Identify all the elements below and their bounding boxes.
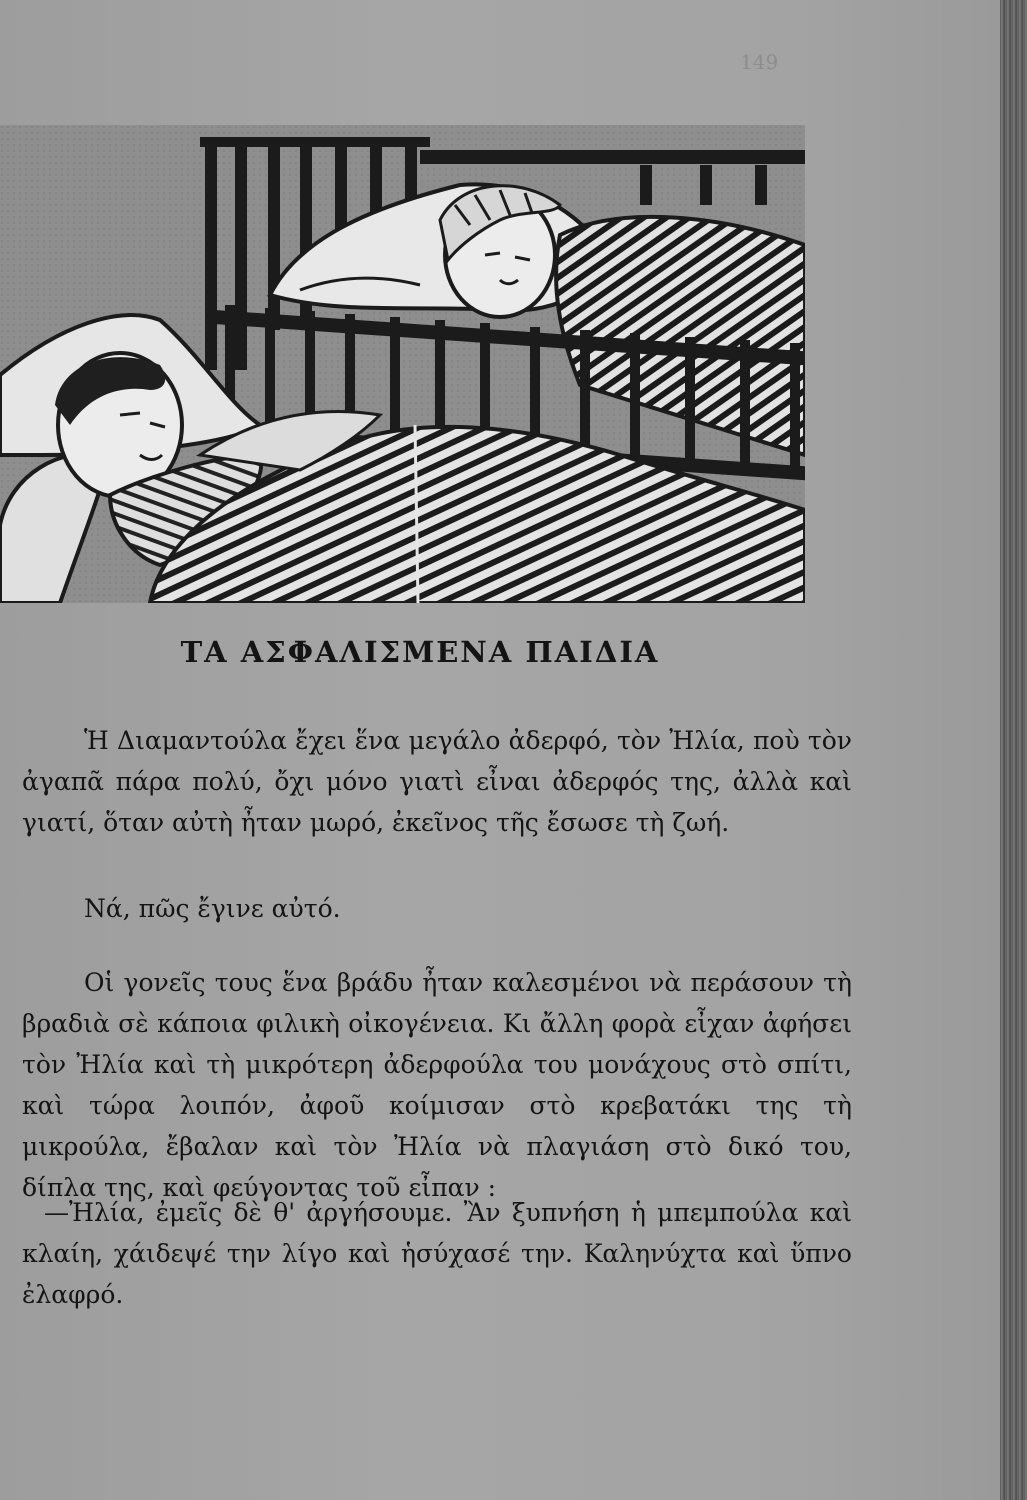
paragraph-4-dialogue: —Ἠλία, ἐμεῖς δὲ θ' ἀργήσουμε. Ἂν ξυπνήση ἡ μπεμπούλα καὶ κλαίη, χάιδεψέ την λίγο καὶ ἡσύχασέ την. Καληνύχτα καὶ ὕπνο ἐλαφρό. xyxy=(22,1198,852,1309)
story-title: ΤΑ ΑΣΦΑΛΙΣΜΕΝΑ ΠΑΙΔΙΑ xyxy=(180,635,660,669)
woodcut-illustration-sleeping-children xyxy=(0,125,805,603)
page-number: 149 xyxy=(740,50,779,74)
paragraph-1: Ἡ Διαμαντούλα ἔχει ἕνα μεγάλο ἀδερφό, τὸν Ἠλία, ποὺ τὸν ἀγαπᾶ πάρα πολύ, ὄχι μόνο γιατὶ εἶναι ἀδερφός της, ἀλλὰ καὶ γιατί, ὅταν αὐτὴ ἦταν μωρό, ἐκεῖνος τῆς ἔσωσε τὴ ζωή. xyxy=(22,726,852,837)
paragraph-2: Νά, πῶς ἔγινε αὐτό. xyxy=(84,894,341,923)
paragraph-3: Οἱ γονεῖς τους ἕνα βράδυ ἦταν καλεσμένοι νὰ περάσουν τὴ βραδιὰ σὲ κάποια φιλικὴ οἰκογένεια. Κι ἄλλη φορὰ εἶχαν ἀφήσει τὸν Ἠλία καὶ τὴ μικρότερη ἀδερφούλα του μονάχους στὸ σπίτι, καὶ τώρα λοιπόν, ἀφοῦ κοίμισαν στὸ κρεβατάκι της τὴ μικρούλα, ἔβαλαν καὶ τὸν Ἠλία νὰ πλαγιάση στὸ δικό του, δίπλα της, καὶ φεύγοντας τοῦ εἶπαν : xyxy=(22,968,852,1202)
page-edge-stack xyxy=(1000,0,1027,1500)
